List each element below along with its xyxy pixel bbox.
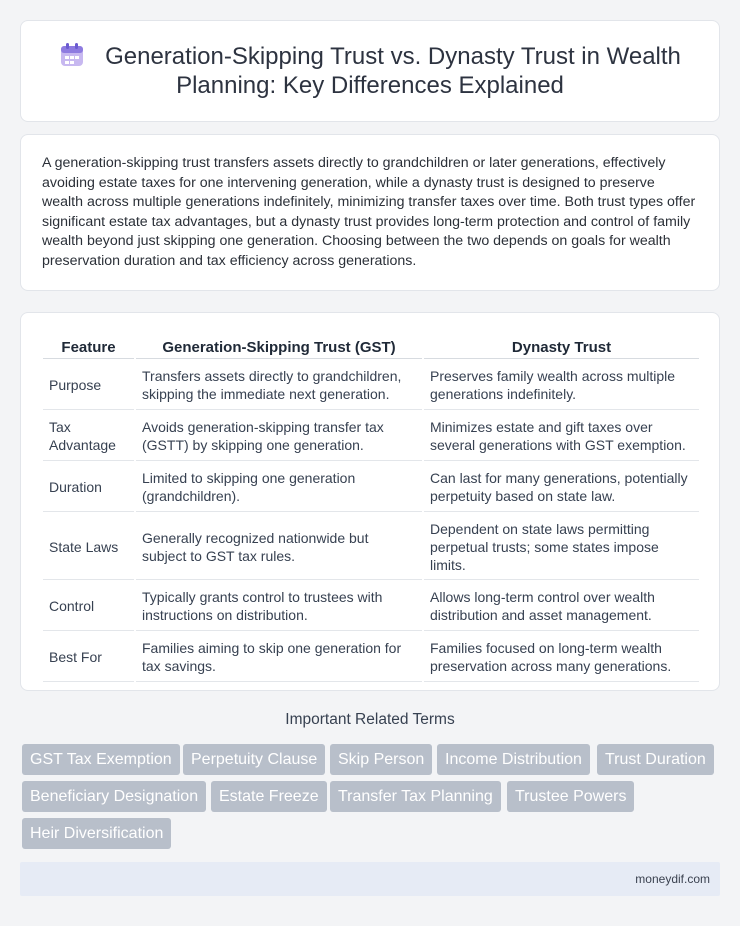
- feature-cell: Tax Advantage: [43, 412, 134, 461]
- comparison-card: [20, 312, 720, 691]
- header-gst: Generation-Skipping Trust (GST): [136, 336, 422, 359]
- page-title: [51, 42, 689, 100]
- table-row: [43, 514, 699, 580]
- feature-cell: Purpose: [43, 361, 134, 410]
- table-row: [43, 412, 699, 461]
- tag-perpetuity-clause[interactable]: Perpetuity Clause: [183, 744, 325, 775]
- gst-cell: Families aiming to skip one generation for tax savings.: [136, 633, 422, 682]
- feature-cell: State Laws: [43, 514, 134, 580]
- tag-skip-person[interactable]: Skip Person: [330, 744, 432, 775]
- dynasty-cell: Families focused on long-term wealth preservation across many generations.: [424, 633, 699, 682]
- tag-estate-freeze[interactable]: Estate Freeze: [211, 781, 327, 812]
- table-row: [43, 582, 699, 631]
- intro-text: A generation-skipping trust transfers assets directly to grandchildren or later generations, effectively avoiding estate taxes for one intervening generation, while a dynasty trust is designed to preserve wealth across multiple generations indefinitely, minimizing transfer taxes over time. Both trust types offer significant estate tax advantages, but a dynasty trust provides long-term protection and control of family wealth beyond just skipping one generation. Choosing between the two depends on goals for wealth preservation duration and tax efficiency across generations.: [42, 155, 696, 269]
- tag-income-distribution[interactable]: Income Distribution: [437, 744, 590, 775]
- related-terms-title: Important Related Terms: [285, 711, 455, 728]
- table-row: [43, 463, 699, 512]
- feature-cell: Control: [43, 582, 134, 631]
- gst-cell: Transfers assets directly to grandchildren, skipping the immediate next generation.: [136, 361, 422, 410]
- feature-cell: Duration: [43, 463, 134, 512]
- table-row: [43, 633, 699, 682]
- table-header-row: [43, 336, 699, 359]
- dynasty-cell: Can last for many generations, potentially perpetuity based on state law.: [424, 463, 699, 512]
- gst-cell: Generally recognized nationwide but subject to GST tax rules.: [136, 514, 422, 580]
- tag-gst-tax-exemption[interactable]: GST Tax Exemption: [22, 744, 180, 775]
- dynasty-cell: Preserves family wealth across multiple generations indefinitely.: [424, 361, 699, 410]
- dynasty-cell: Dependent on state laws permitting perpetual trusts; some states impose limits.: [424, 514, 699, 580]
- feature-cell: Best For: [43, 633, 134, 682]
- tag-beneficiary-designation[interactable]: Beneficiary Designation: [22, 781, 206, 812]
- intro-card: [20, 134, 720, 291]
- title-card: [20, 20, 720, 122]
- gst-cell: Avoids generation-skipping transfer tax (GSTT) by skipping one generation.: [136, 412, 422, 461]
- dynasty-cell: Allows long-term control over wealth distribution and asset management.: [424, 582, 699, 631]
- gst-cell: Typically grants control to trustees with instructions on distribution.: [136, 582, 422, 631]
- gst-cell: Limited to skipping one generation (grandchildren).: [136, 463, 422, 512]
- calendar-icon: [59, 42, 85, 68]
- tag-trust-duration[interactable]: Trust Duration: [597, 744, 714, 775]
- table-row: [43, 361, 699, 410]
- header-dynasty: Dynasty Trust: [424, 336, 699, 359]
- footer: [20, 862, 720, 896]
- page-title-text: Generation-Skipping Trust vs. Dynasty Trust in Wealth Planning: Key Differences Explained: [105, 43, 681, 99]
- footer-site[interactable]: moneydif.com: [635, 872, 710, 886]
- tag-transfer-tax-planning[interactable]: Transfer Tax Planning: [330, 781, 501, 812]
- tag-heir-diversification[interactable]: Heir Diversification: [22, 818, 171, 849]
- header-feature: Feature: [43, 336, 134, 359]
- tag-trustee-powers[interactable]: Trustee Powers: [507, 781, 634, 812]
- comparison-table: [41, 334, 701, 684]
- dynasty-cell: Minimizes estate and gift taxes over several generations with GST exemption.: [424, 412, 699, 461]
